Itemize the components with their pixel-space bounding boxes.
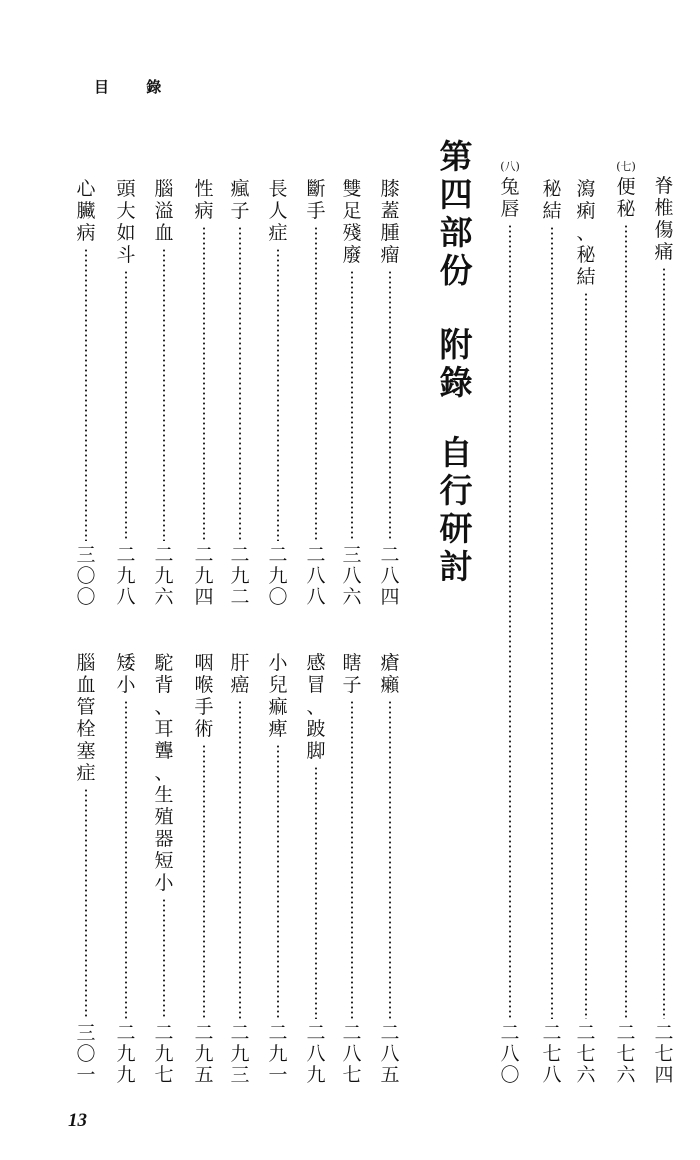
toc-entry (650, 175, 678, 1086)
entry-title: 頭 大 如 斗 (116, 178, 136, 266)
dot-leader (351, 700, 353, 1019)
entry-page: 二 九 五 (194, 1022, 214, 1086)
entry-page: 二 七 四 (654, 1022, 674, 1086)
toc-entry (72, 178, 100, 608)
dot-leader (163, 248, 165, 541)
dot-leader (239, 226, 241, 541)
entry-title: 便 秘 (616, 176, 636, 220)
toc-entry (572, 178, 600, 1086)
toc-entry (150, 178, 178, 608)
entry-page: 二 九 六 (154, 544, 174, 608)
entry-page: 二 七 六 (576, 1022, 596, 1086)
entry-marker: (八) (500, 160, 520, 173)
toc-entry (302, 652, 330, 1086)
entry-title: 瘡 癩 (380, 652, 400, 696)
toc-entry (376, 178, 404, 608)
toc-entry (112, 178, 140, 608)
entry-page: 三 〇 〇 (76, 544, 96, 608)
entry-page: 二 九 九 (116, 1022, 136, 1086)
entry-title: 瀉 痢 、 秘 結 (576, 178, 596, 288)
toc-entry (190, 178, 218, 608)
toc-entry (264, 652, 292, 1086)
running-header: 目 錄 (94, 78, 178, 96)
toc-entry (264, 178, 292, 608)
entry-page: 二 八 五 (380, 1022, 400, 1086)
toc-entry (538, 178, 566, 1086)
entry-title: 腦 溢 血 (154, 178, 174, 244)
entry-title: 肝 癌 (230, 652, 250, 696)
toc-entry (226, 178, 254, 608)
dot-leader (203, 744, 205, 1019)
entry-title: 脊 椎 傷 痛 (654, 175, 674, 263)
toc-entry (338, 178, 366, 608)
dot-leader (125, 700, 127, 1019)
toc-entry (496, 160, 524, 1086)
dot-leader (509, 224, 511, 1019)
entry-title: 小 兒 痲 痺 (268, 652, 288, 740)
entry-page: 二 七 六 (616, 1022, 636, 1086)
dot-leader (389, 270, 391, 541)
entry-page: 二 九 〇 (268, 544, 288, 608)
dot-leader (389, 700, 391, 1019)
toc-entry (190, 652, 218, 1086)
entry-title: 心 臟 病 (76, 178, 96, 244)
entry-page: 二 九 二 (230, 544, 250, 608)
entry-page: 二 八 七 (342, 1022, 362, 1086)
dot-leader (277, 744, 279, 1019)
toc-entry (612, 160, 640, 1086)
entry-page: 三 八 六 (342, 544, 362, 608)
dot-leader (163, 898, 165, 1019)
entry-title: 矮 小 (116, 652, 136, 696)
dot-leader (277, 248, 279, 541)
entry-title: 感 冒 、 跛 脚 (306, 652, 326, 762)
entry-title: 膝 蓋 腫 瘤 (380, 178, 400, 266)
dot-leader (85, 788, 87, 1019)
entry-page: 二 八 〇 (500, 1022, 520, 1086)
entry-page: 二 九 八 (116, 544, 136, 608)
entry-page: 三 〇 一 (76, 1022, 96, 1086)
entry-title: 雙 足 殘 廢 (342, 178, 362, 266)
toc-entry (72, 652, 100, 1086)
dot-leader (315, 226, 317, 541)
entry-page: 二 九 七 (154, 1022, 174, 1086)
entry-page: 二 七 八 (542, 1022, 562, 1086)
entry-title: 瘋 子 (230, 178, 250, 222)
entry-title: 腦 血 管 栓 塞 症 (76, 652, 96, 784)
toc-entry (376, 652, 404, 1086)
dot-leader (125, 270, 127, 541)
entry-page: 二 九 一 (268, 1022, 288, 1086)
dot-leader (315, 766, 317, 1019)
dot-leader (239, 700, 241, 1019)
toc-entry (338, 652, 366, 1086)
dot-leader (203, 226, 205, 541)
dot-leader (85, 248, 87, 541)
entry-page: 二 九 三 (230, 1022, 250, 1086)
entry-title: 長 人 症 (268, 178, 288, 244)
entry-title: 秘 結 (542, 178, 562, 222)
dot-leader (663, 267, 665, 1019)
dot-leader (625, 224, 627, 1019)
toc-entry (226, 652, 254, 1086)
dot-leader (551, 226, 553, 1019)
toc-entry (150, 652, 178, 1086)
entry-title: 瞎 子 (342, 652, 362, 696)
toc-entry (302, 178, 330, 608)
entry-page: 二 九 四 (194, 544, 214, 608)
entry-page: 二 八 八 (306, 544, 326, 608)
toc-entry (112, 652, 140, 1086)
page-number: 13 (68, 1110, 87, 1131)
entry-title: 駝 背 、 耳 聾 、 生 殖 器 短 小 (154, 652, 174, 894)
part-heading (436, 138, 476, 586)
part-topic: 自 行 研 討 (439, 433, 473, 586)
part-appendix: 附 錄 (439, 325, 473, 402)
dot-leader (585, 292, 587, 1019)
entry-title: 兔 唇 (500, 176, 520, 220)
dot-leader (351, 270, 353, 541)
part-label: 第 四 部 份 (439, 137, 473, 290)
entry-title: 咽 喉 手 術 (194, 652, 214, 740)
entry-title: 斷 手 (306, 178, 326, 222)
entry-title: 性 病 (194, 178, 214, 222)
entry-page: 二 八 四 (380, 544, 400, 608)
entry-page: 二 八 九 (306, 1022, 326, 1086)
entry-marker: (七) (616, 160, 636, 173)
